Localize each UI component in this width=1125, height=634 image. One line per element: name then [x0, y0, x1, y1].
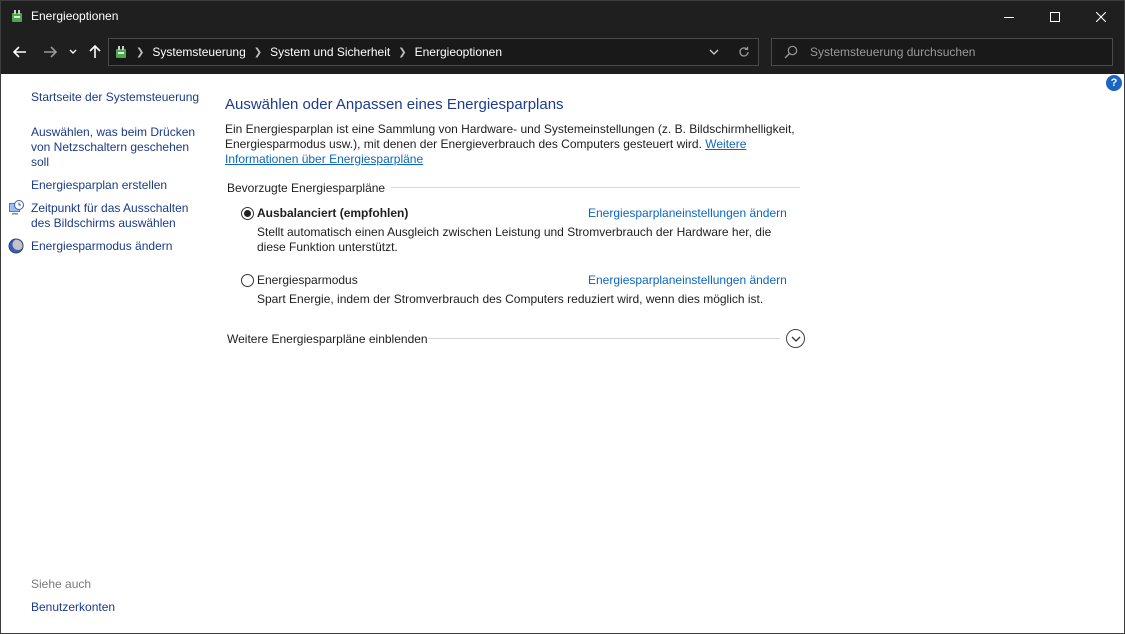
close-button[interactable] — [1078, 1, 1124, 32]
navigation-bar — [1, 32, 1124, 74]
plan-name-power-saver[interactable]: Energiesparmodus — [257, 273, 358, 287]
help-button[interactable]: ? — [1106, 75, 1122, 91]
breadcrumb-separator: ❯ — [136, 46, 145, 58]
refresh-icon — [738, 46, 750, 58]
arrow-up-icon — [89, 45, 101, 59]
breadcrumb-item[interactable]: Energieoptionen — [414, 45, 503, 59]
preferred-plans-label: Bevorzugte Energiesparpläne — [227, 181, 391, 195]
power-options-icon — [9, 8, 25, 24]
power-options-icon — [113, 44, 129, 60]
search-input[interactable] — [810, 43, 1100, 61]
arrow-right-icon — [43, 46, 57, 58]
refresh-button[interactable] — [736, 44, 752, 60]
minimize-icon — [1004, 12, 1014, 22]
chevron-down-icon — [709, 49, 719, 55]
breadcrumb — [131, 39, 502, 65]
arrow-left-icon — [13, 46, 27, 58]
maximize-button[interactable] — [1032, 1, 1078, 32]
show-more-plans-label[interactable]: Weitere Energiesparpläne einblenden — [227, 332, 428, 346]
sidebar-link-control-panel-home[interactable]: Startseite der Systemsteuerung — [31, 90, 200, 104]
up-button[interactable] — [85, 40, 105, 64]
expand-plans-button[interactable] — [786, 329, 805, 348]
plan-description-balanced: Stellt automatisch einen Ausgleich zwischen Leistung und Stromverbrauch der Hardware her, die diese Funktion unterstützt. — [257, 225, 772, 254]
address-bar[interactable] — [108, 38, 759, 66]
window-title: Energieoptionen — [31, 9, 119, 23]
plan-name-balanced[interactable]: Ausbalanciert (empfohlen) — [257, 206, 409, 220]
recent-locations-button[interactable] — [65, 40, 81, 64]
back-button[interactable] — [9, 40, 31, 64]
more-info-link[interactable]: Weitere Informationen über Energiesparpläne — [225, 137, 747, 166]
plan-radio-power-saver[interactable] — [241, 274, 254, 287]
forward-button[interactable] — [39, 40, 61, 64]
chevron-down-icon — [791, 336, 801, 342]
plan-description-power-saver: Spart Energie, indem der Stromverbrauch des Computers reduziert wird, wenn dies möglich ist. — [257, 292, 764, 306]
breadcrumb-item[interactable]: Systemsteuerung — [152, 45, 246, 59]
more-plans-divider — [429, 338, 780, 339]
minimize-button[interactable] — [986, 1, 1032, 32]
breadcrumb-separator[interactable]: ❯ — [398, 46, 407, 58]
sidebar-link-display-off[interactable]: Zeitpunkt für das Ausschalten des Bildschirms auswählen — [31, 201, 189, 230]
maximize-icon — [1050, 12, 1060, 22]
plan-settings-link-balanced[interactable]: Energiesparplaneinstellungen ändern — [588, 206, 787, 220]
plan-radio-balanced[interactable] — [241, 207, 254, 220]
close-icon — [1096, 12, 1106, 22]
intro-paragraph — [225, 122, 795, 167]
sidebar-link-create-plan[interactable]: Energiesparplan erstellen — [31, 178, 168, 192]
see-also-label: Siehe auch — [31, 577, 92, 591]
sidebar-link-power-buttons[interactable]: Auswählen, was beim Drücken von Netzschaltern geschehen soll — [31, 125, 196, 169]
chevron-down-icon — [69, 49, 77, 55]
sidebar-link-user-accounts[interactable]: Benutzerkonten — [31, 600, 116, 614]
search-box[interactable] — [771, 38, 1113, 66]
title-bar — [1, 1, 1124, 32]
page-title: Auswählen oder Anpassen eines Energiesparplans — [225, 96, 564, 113]
sleep-moon-icon — [8, 238, 24, 254]
search-icon — [784, 45, 798, 59]
display-clock-icon — [8, 200, 24, 216]
group-divider — [387, 187, 800, 188]
breadcrumb-separator[interactable]: ❯ — [253, 46, 263, 58]
intro-text: Ein Energiesparplan ist eine Sammlung von Hardware- und Systemeinstellungen (z. B. Bildschirmhelligkeit, Energiesparmodus usw.), mit denen der Energieverbrauch des Computers gesteuert wird. — [225, 122, 795, 151]
plan-settings-link-power-saver[interactable]: Energiesparplaneinstellungen ändern — [588, 273, 787, 287]
address-history-button[interactable] — [706, 44, 722, 60]
sidebar-link-sleep-mode[interactable]: Energiesparmodus ändern — [31, 239, 173, 253]
breadcrumb-item[interactable]: System und Sicherheit — [270, 45, 391, 59]
